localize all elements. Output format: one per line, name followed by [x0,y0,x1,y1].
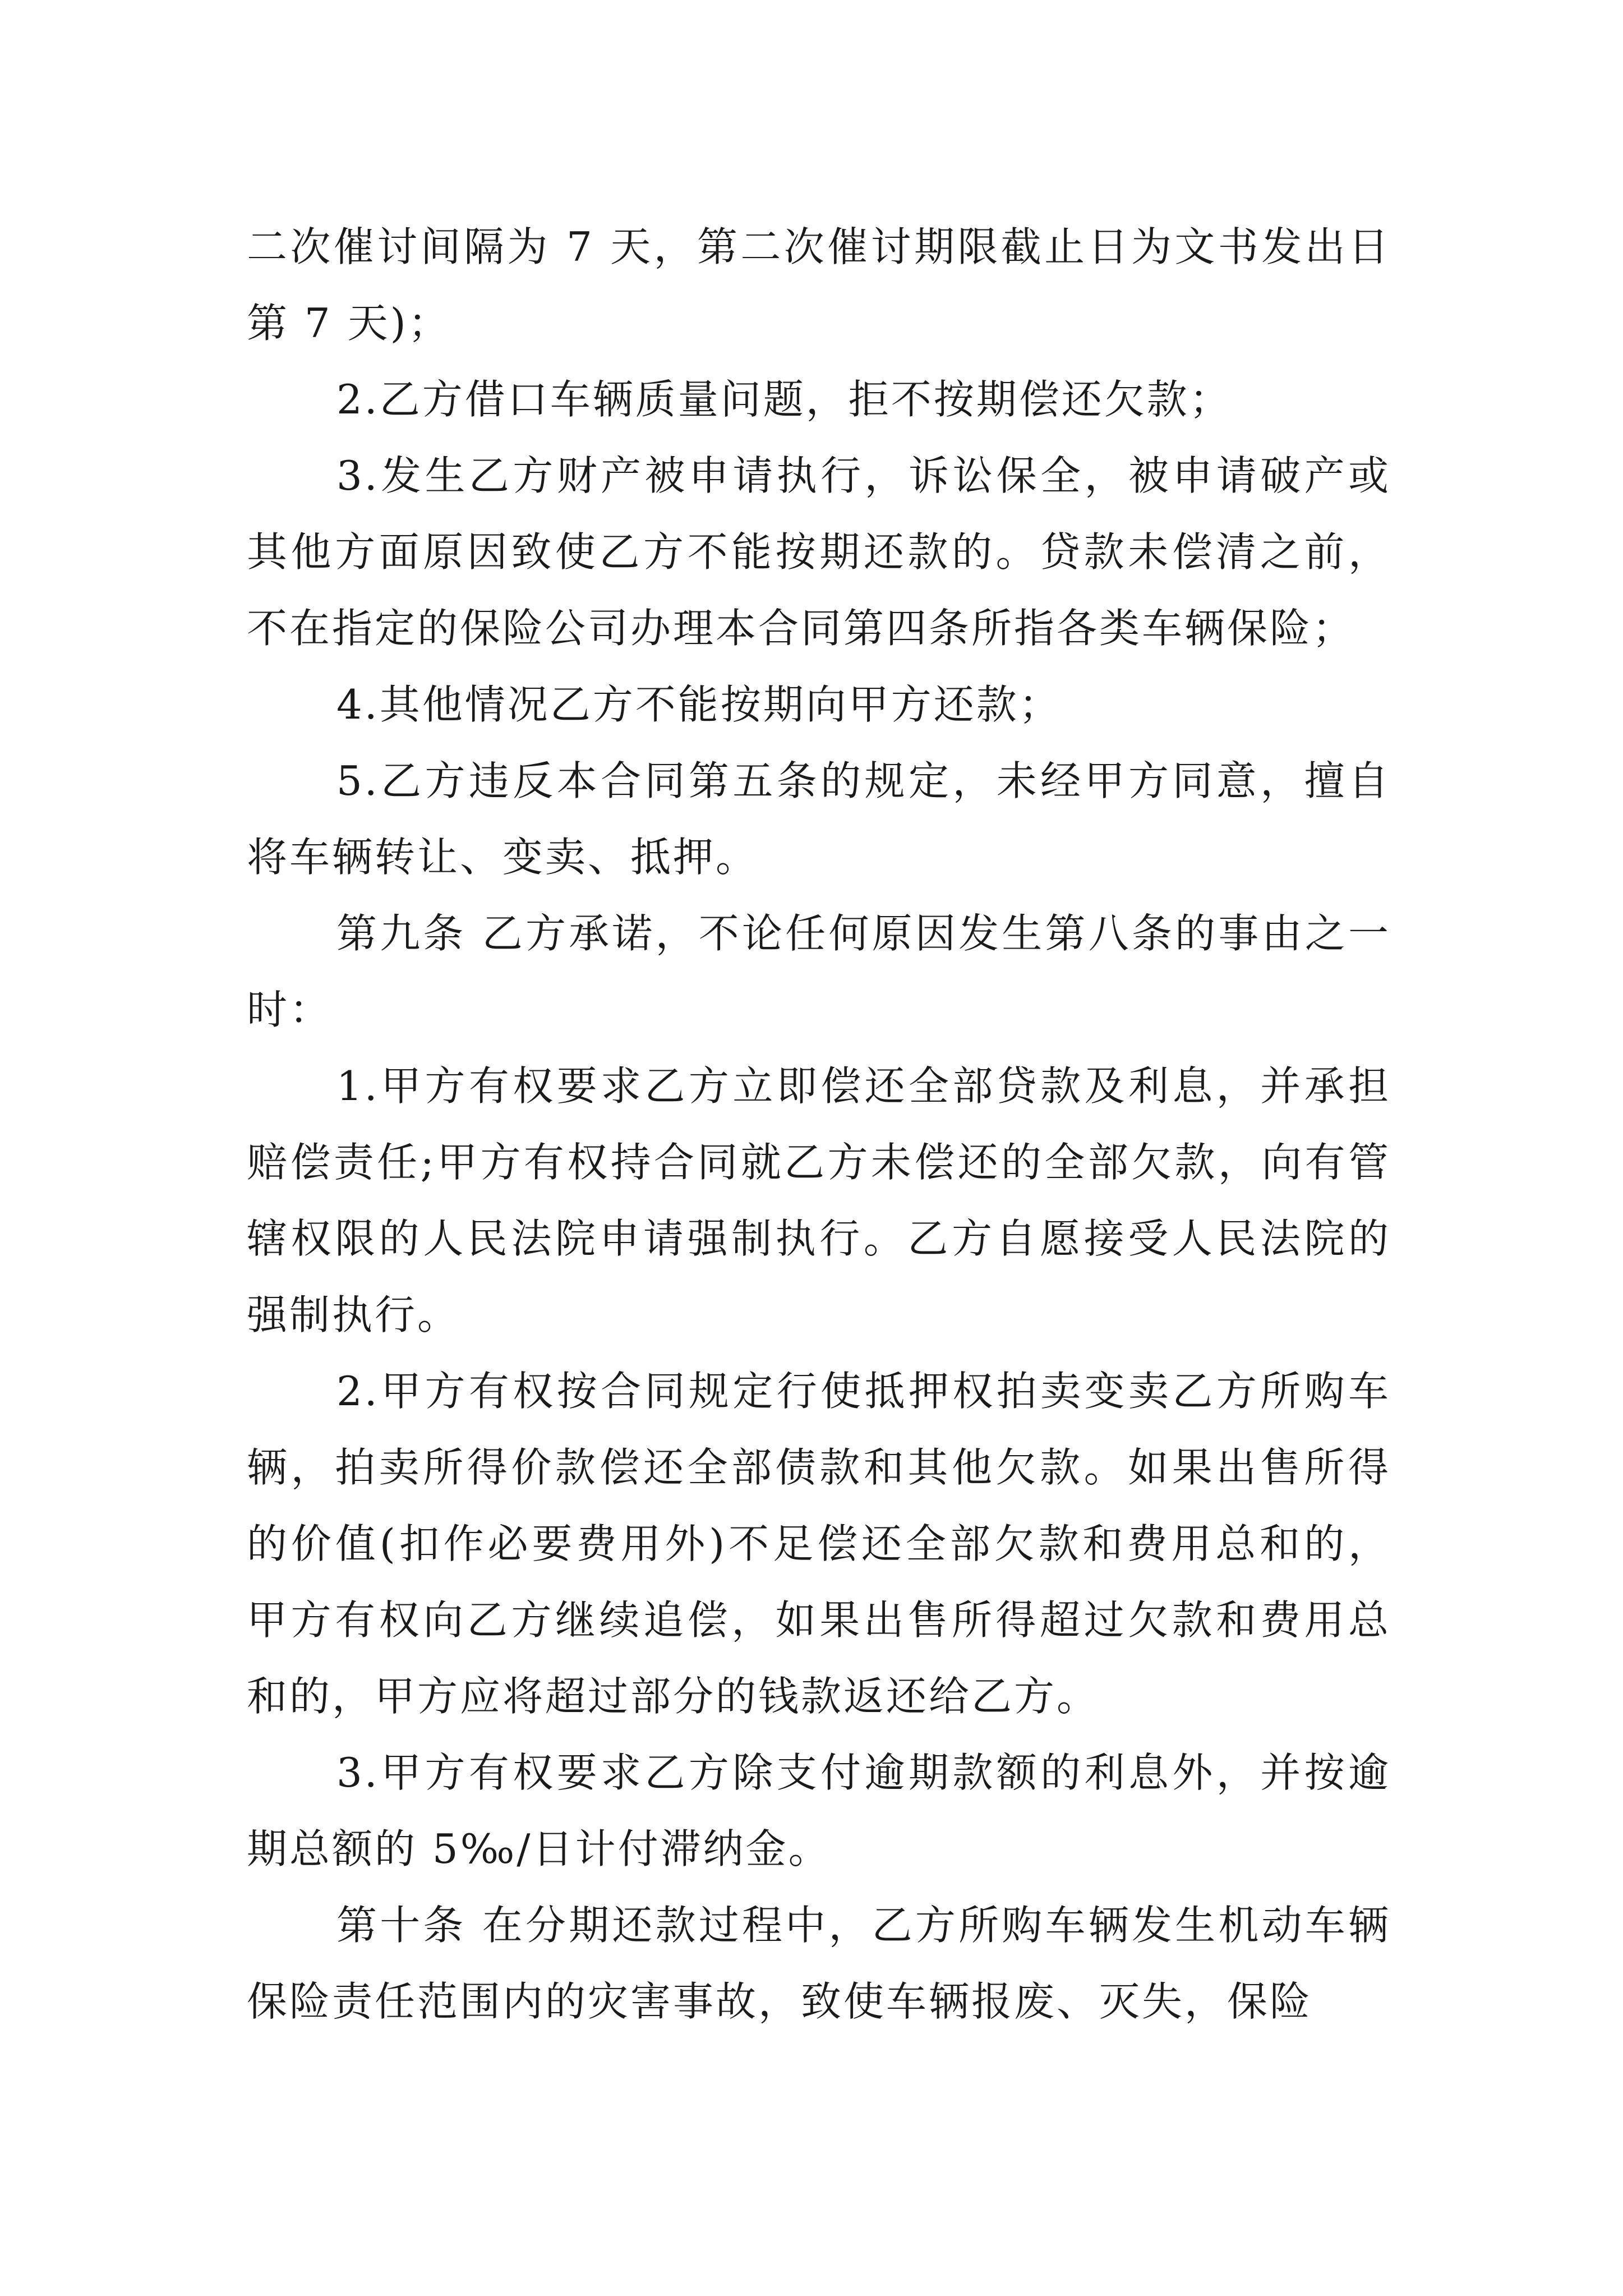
paragraph-article-9: 第九条 乙方承诺，不论任何原因发生第八条的事由之一时： [247,910,1391,1033]
paragraph-item-5: 5.乙方违反本合同第五条的规定，未经甲方同意，擅自将车辆转让、变卖、抵押。 [247,757,1391,881]
paragraph-article-9-item-1: 1.甲方有权要求乙方立即偿还全部贷款及利息，并承担赔偿责任;甲方有权持合同就乙方未偿还的全部欠款，向有管辖权限的人民法院申请强制执行。乙方自愿接受人民法院的强制执行。 [247,1062,1391,1338]
paragraph-item-2: 2.乙方借口车辆质量问题，拒不按期偿还欠款； [336,376,1232,423]
paragraph-article-9-item-3: 3.甲方有权要求乙方除支付逾期款额的利息外，并按逾期总额的 5‰/日计付滞纳金。 [247,1749,1391,1872]
paragraph-continuation: 二次催讨间隔为 7 天，第二次催讨期限截止日为文书发出日第 7 天)； [247,223,1391,347]
paragraph-article-10: 第十条 在分期还款过程中，乙方所购车辆发生机动车辆保险责任范围内的灾害事故，致使车辆报废、灭失，保险 [247,1902,1391,2025]
paragraph-item-3: 3.发生乙方财产被申请执行，诉讼保全，被申请破产或其他方面原因致使乙方不能按期还款的。贷款未偿清之前，不在指定的保险公司办理本合同第四条所指各类车辆保险； [247,452,1391,652]
paragraph-article-9-item-2: 2.甲方有权按合同规定行使抵押权拍卖变卖乙方所购车辆，拍卖所得价款偿还全部债款和其他欠款。如果出售所得的价值(扣作必要费用外)不足偿还全部欠款和费用总和的，甲方有权向乙方继续追偿，如果出售所得超过欠款和费用总和的，甲方应将超过部分的钱款返还给乙方。 [247,1368,1391,1720]
paragraph-item-4: 4.其他情况乙方不能按期向甲方还款； [336,681,1062,728]
document-body [247,209,1391,2040]
